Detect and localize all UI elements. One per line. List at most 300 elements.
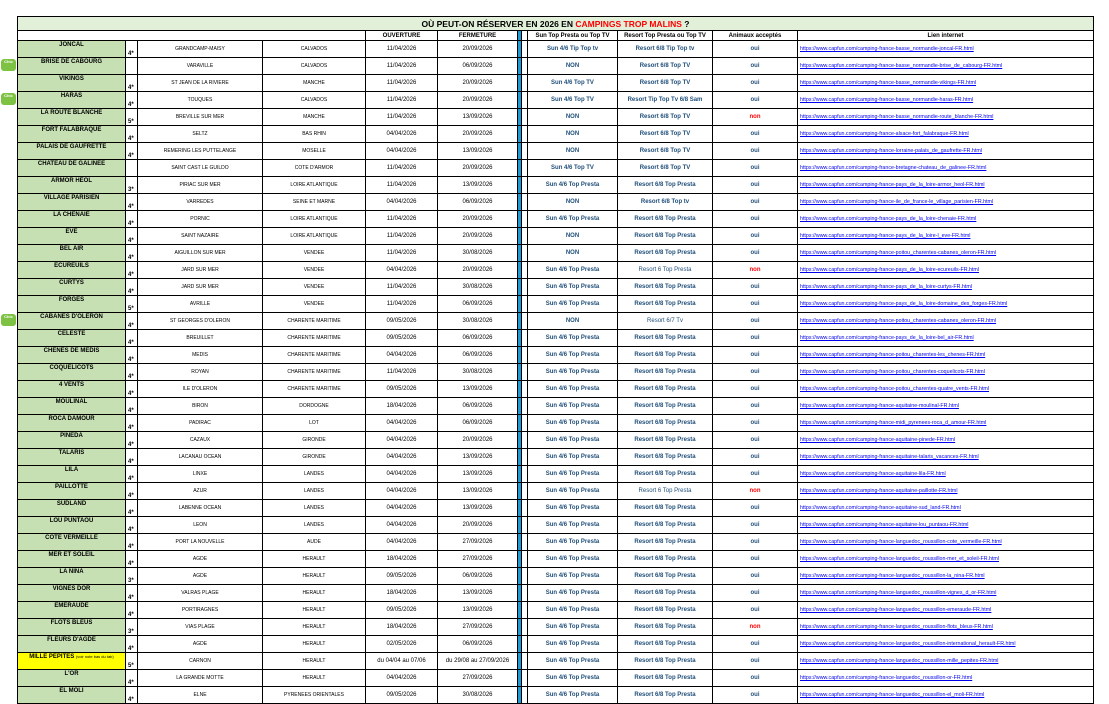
closing-date-cell: 30/08/2026 bbox=[438, 279, 518, 296]
camping-link[interactable]: https://www.capfun.com/camping-france-aquitaine-paillotte-FR.html bbox=[800, 488, 958, 494]
sun-cell: NON bbox=[528, 228, 618, 245]
stars-cell: 4* bbox=[126, 551, 138, 568]
camping-name bbox=[18, 228, 126, 245]
camping-link[interactable]: https://www.capfun.com/camping-france-pays_de_la_loire-l_eve-FR.html bbox=[800, 233, 971, 239]
department-cell: VENDEE bbox=[263, 262, 366, 279]
table-row bbox=[18, 585, 1094, 602]
stars-cell: 4* bbox=[126, 534, 138, 551]
town-cell: SAINT NAZAIRE bbox=[138, 228, 263, 245]
department-cell: LANDES bbox=[263, 483, 366, 500]
camping-link[interactable]: https://www.capfun.com/camping-france-poitou_charentes-cabanes_oleron-FR.html bbox=[800, 250, 997, 256]
opening-date-cell: 11/04/2026 bbox=[366, 245, 438, 262]
department-cell: CALVADOS bbox=[263, 41, 366, 58]
camping-link[interactable]: https://www.capfun.com/camping-france-pays_de_la_loire-chenaie-FR.html bbox=[800, 216, 977, 222]
camping-link[interactable]: https://www.capfun.com/camping-france-languedoc_roussillon-international_herault-FR.html bbox=[800, 641, 1016, 647]
link-cell bbox=[798, 653, 1094, 670]
table-row bbox=[18, 432, 1094, 449]
department-cell: LANDES bbox=[263, 466, 366, 483]
stars-cell: 4* bbox=[126, 364, 138, 381]
camping-link[interactable]: https://www.capfun.com/camping-france-poitou_charentes-quatre_vents-FR.html bbox=[800, 386, 990, 392]
table-row bbox=[18, 534, 1094, 551]
stars-cell: 4* bbox=[126, 41, 138, 58]
resort-cell: Resort 6/8 Top Presta bbox=[618, 211, 713, 228]
camping-name-text: MER ET SOLEIL bbox=[48, 552, 95, 558]
sun-cell: Sun 4/6 Top Presta bbox=[528, 211, 618, 228]
department-cell: VENDEE bbox=[263, 279, 366, 296]
camping-name-text: EVE bbox=[65, 229, 78, 235]
camping-name-text: FORGES bbox=[58, 297, 85, 303]
stars-cell: 4* bbox=[126, 228, 138, 245]
camping-link[interactable]: https://www.capfun.com/camping-france-pays_de_la_loire-domaine_des_forges-FR.html bbox=[800, 301, 1008, 307]
sun-cell: Sun 4/6 Top Presta bbox=[528, 500, 618, 517]
camping-name bbox=[18, 466, 126, 483]
opening-date-cell: 04/04/2026 bbox=[366, 670, 438, 687]
header-sun: Sun Top Presta ou Top TV bbox=[528, 31, 618, 41]
animals-cell: oui bbox=[713, 92, 798, 109]
closing-date-cell: 06/09/2026 bbox=[438, 415, 518, 432]
camping-link[interactable]: https://www.capfun.com/camping-france-alsace-fort_falabraque-FR.html bbox=[800, 131, 969, 137]
camping-name bbox=[18, 670, 126, 687]
link-cell bbox=[798, 364, 1094, 381]
table-row bbox=[18, 177, 1094, 194]
town-cell: ELNE bbox=[138, 687, 263, 704]
closing-date-cell: 20/09/2026 bbox=[438, 432, 518, 449]
town-cell: AIGUILLON SUR MER bbox=[138, 245, 263, 262]
opening-date-cell: 11/04/2026 bbox=[366, 211, 438, 228]
town-cell: JARD SUR MER bbox=[138, 279, 263, 296]
closing-date-cell: 06/09/2026 bbox=[438, 194, 518, 211]
camping-link[interactable]: https://www.capfun.com/camping-france-aquitaine-moulinal-FR.html bbox=[800, 403, 959, 409]
resort-cell: Resort 6/8 Top Presta bbox=[618, 687, 713, 704]
town-cell: PADIRAC bbox=[138, 415, 263, 432]
camping-label-icon: Chic bbox=[1, 314, 16, 326]
link-cell bbox=[798, 670, 1094, 687]
resort-cell: Resort 6/8 Top Presta bbox=[618, 602, 713, 619]
camping-name-text: ROCA DAMOUR bbox=[48, 416, 95, 422]
stars-cell: 4* bbox=[126, 313, 138, 330]
link-cell bbox=[798, 449, 1094, 466]
camping-link[interactable]: https://www.capfun.com/camping-france-languedoc_roussillon-vignes_d_or-FR.html bbox=[800, 590, 997, 596]
camping-link[interactable]: https://www.capfun.com/camping-france-aquitaine-pinede-FR.html bbox=[800, 437, 956, 443]
table-row bbox=[18, 160, 1094, 177]
department-cell: CHARENTE MARITIME bbox=[263, 313, 366, 330]
animals-cell: oui bbox=[713, 534, 798, 551]
camping-name-text: CHENES DE MEDIS bbox=[43, 348, 100, 354]
link-cell bbox=[798, 619, 1094, 636]
table-row bbox=[18, 449, 1094, 466]
closing-date-cell: 27/09/2026 bbox=[438, 619, 518, 636]
opening-date-cell: 04/04/2026 bbox=[366, 415, 438, 432]
camping-name-text: L'OR bbox=[64, 671, 79, 677]
stars-cell: 4* bbox=[126, 92, 138, 109]
department-cell: MANCHE bbox=[263, 109, 366, 126]
link-cell bbox=[798, 534, 1094, 551]
animals-cell: oui bbox=[713, 245, 798, 262]
link-cell bbox=[798, 160, 1094, 177]
department-cell: MANCHE bbox=[263, 75, 366, 92]
camping-link[interactable]: https://www.capfun.com/camping-france-aquitaine-lou_puntaou-FR.html bbox=[800, 522, 969, 528]
town-cell: SELTZ bbox=[138, 126, 263, 143]
table-row bbox=[18, 126, 1094, 143]
closing-date-cell: 06/09/2026 bbox=[438, 58, 518, 75]
camping-name-text: COQUELICOTS bbox=[49, 365, 94, 371]
town-cell: LEON bbox=[138, 517, 263, 534]
title-row bbox=[18, 17, 1094, 31]
stars-cell: 3* bbox=[126, 568, 138, 585]
stars-cell: 4* bbox=[126, 415, 138, 432]
closing-date-cell: 27/09/2026 bbox=[438, 534, 518, 551]
camping-link[interactable]: https://www.capfun.com/camping-france-languedoc_roussillon-flots_bleus-FR.html bbox=[800, 624, 993, 630]
animals-cell: non bbox=[713, 619, 798, 636]
camping-name-text: ARMOR HEOL bbox=[51, 178, 92, 184]
sun-cell: Sun 4/6 Top Presta bbox=[528, 670, 618, 687]
link-cell bbox=[798, 228, 1094, 245]
camping-name bbox=[18, 636, 126, 653]
sun-cell: NON bbox=[528, 194, 618, 211]
opening-date-cell: 18/04/2026 bbox=[366, 619, 438, 636]
table-row bbox=[18, 551, 1094, 568]
animals-cell: oui bbox=[713, 330, 798, 347]
closing-date-cell: 20/09/2026 bbox=[438, 517, 518, 534]
camping-link[interactable]: https://www.capfun.com/camping-france-languedoc_roussillon-emeraude-FR.html bbox=[800, 607, 992, 613]
camping-name-text: CELESTE bbox=[57, 331, 86, 337]
camping-link[interactable]: https://www.capfun.com/camping-france-pays_de_la_loire-bel_air-FR.html bbox=[800, 335, 974, 341]
camping-name bbox=[18, 109, 126, 126]
closing-date-cell: 06/09/2026 bbox=[438, 347, 518, 364]
table-row bbox=[18, 670, 1094, 687]
camping-name bbox=[18, 449, 126, 466]
stars-cell: 4* bbox=[126, 347, 138, 364]
animals-cell: oui bbox=[713, 279, 798, 296]
closing-date-cell: 20/09/2026 bbox=[438, 211, 518, 228]
opening-date-cell: 11/04/2026 bbox=[366, 279, 438, 296]
link-cell bbox=[798, 313, 1094, 330]
camping-name bbox=[18, 126, 126, 143]
camping-link[interactable]: https://www.capfun.com/camping-france-ile_de_france-le_village_parisien-FR.html bbox=[800, 199, 994, 205]
animals-cell: oui bbox=[713, 568, 798, 585]
town-cell: LINXE bbox=[138, 466, 263, 483]
sun-cell: NON bbox=[528, 143, 618, 160]
resort-cell: Resort 6/8 Top Presta bbox=[618, 330, 713, 347]
animals-cell: oui bbox=[713, 194, 798, 211]
camping-link[interactable]: https://www.capfun.com/camping-france-bretagne-chateau_de_galinee-FR.html bbox=[800, 165, 987, 171]
town-cell: PORNIC bbox=[138, 211, 263, 228]
opening-date-cell: 04/04/2026 bbox=[366, 262, 438, 279]
animals-cell: oui bbox=[713, 228, 798, 245]
stars-cell bbox=[126, 160, 138, 177]
opening-date-cell: 04/04/2026 bbox=[366, 126, 438, 143]
camping-link[interactable]: https://www.capfun.com/camping-france-pays_de_la_loire-curtys-FR.html bbox=[800, 284, 972, 290]
camping-name-text: VIKINGS bbox=[59, 76, 84, 82]
camping-name bbox=[18, 296, 126, 313]
camping-link[interactable]: https://www.capfun.com/camping-france-pays_de_la_loire-ecureuils-FR.html bbox=[800, 267, 979, 273]
opening-date-cell: 04/04/2026 bbox=[366, 449, 438, 466]
stars-cell: 4* bbox=[126, 636, 138, 653]
sun-cell: Sun 4/6 Top Presta bbox=[528, 466, 618, 483]
sun-cell: Sun 4/6 Top Presta bbox=[528, 636, 618, 653]
link-cell bbox=[798, 636, 1094, 653]
link-cell bbox=[798, 126, 1094, 143]
sun-cell: Sun 4/6 Top Presta bbox=[528, 432, 618, 449]
town-cell: CAZAUX bbox=[138, 432, 263, 449]
department-cell: PYRENEES ORIENTALES bbox=[263, 687, 366, 704]
resort-cell: Resort 6/8 Top Presta bbox=[618, 670, 713, 687]
camping-link[interactable]: https://www.capfun.com/camping-france-aquitaine-talaris_vacances-FR.html bbox=[800, 454, 979, 460]
camping-link[interactable]: https://www.capfun.com/camping-france-basse_normandie-joncal-FR.html bbox=[800, 46, 974, 52]
camping-link[interactable]: https://www.capfun.com/camping-france-languedoc_roussillon-mer_et_soleil-FR.html bbox=[800, 556, 1000, 562]
opening-date-cell: 04/04/2026 bbox=[366, 466, 438, 483]
camping-name bbox=[18, 177, 126, 194]
title-brand: CAMPINGS TROP MALINS bbox=[575, 18, 682, 29]
town-cell: AGDE bbox=[138, 551, 263, 568]
animals-cell: oui bbox=[713, 398, 798, 415]
camping-name-text: ECUREUILS bbox=[54, 263, 89, 269]
animals-cell: oui bbox=[713, 126, 798, 143]
closing-date-cell: 20/09/2026 bbox=[438, 41, 518, 58]
animals-cell: oui bbox=[713, 381, 798, 398]
town-cell: LABENNE OCEAN bbox=[138, 500, 263, 517]
camping-link[interactable]: https://www.capfun.com/camping-france-languedoc_roussillon-mille_pepites-FR.html bbox=[800, 658, 999, 664]
resort-cell: Resort 6/8 Top TV bbox=[618, 126, 713, 143]
town-cell: AZUR bbox=[138, 483, 263, 500]
town-cell: ST GEORGES D'OLERON bbox=[138, 313, 263, 330]
sun-cell: NON bbox=[528, 313, 618, 330]
camping-link[interactable]: https://www.capfun.com/camping-france-basse_normandie-haras-FR.html bbox=[800, 97, 974, 103]
camping-name bbox=[18, 211, 126, 228]
sun-cell: Sun 4/6 Top Presta bbox=[528, 330, 618, 347]
link-cell bbox=[798, 75, 1094, 92]
sun-cell: NON bbox=[528, 109, 618, 126]
department-cell: LOT bbox=[263, 415, 366, 432]
camping-name bbox=[18, 75, 126, 92]
opening-date-cell: 11/04/2026 bbox=[366, 58, 438, 75]
resort-cell: Resort 6/8 Top Presta bbox=[618, 347, 713, 364]
opening-date-cell: 04/04/2026 bbox=[366, 347, 438, 364]
animals-cell: oui bbox=[713, 160, 798, 177]
sun-cell: Sun 4/6 Top TV bbox=[528, 160, 618, 177]
title-prefix: OÙ PEUT-ON RÉSERVER EN 2026 EN bbox=[421, 18, 573, 29]
closing-date-cell: 13/09/2026 bbox=[438, 602, 518, 619]
closing-date-cell: 13/09/2026 bbox=[438, 585, 518, 602]
camping-name-text: BRISE DE CABOURG bbox=[40, 59, 102, 65]
resort-cell: Resort 6/8 Top TV bbox=[618, 143, 713, 160]
closing-date-cell: 13/09/2026 bbox=[438, 466, 518, 483]
stars-cell: 4* bbox=[126, 143, 138, 160]
opening-date-cell: 09/05/2026 bbox=[366, 568, 438, 585]
sun-cell: Sun 4/6 Top Presta bbox=[528, 262, 618, 279]
animals-cell: oui bbox=[713, 296, 798, 313]
link-cell bbox=[798, 58, 1094, 75]
resort-cell: Resort 6/8 Top Presta bbox=[618, 466, 713, 483]
table-row bbox=[18, 364, 1094, 381]
resort-cell: Resort 6/8 Top Presta bbox=[618, 500, 713, 517]
town-cell: BIRON bbox=[138, 398, 263, 415]
opening-date-cell: 11/04/2026 bbox=[366, 364, 438, 381]
header-ouverture: OUVERTURE bbox=[366, 31, 438, 41]
opening-date-cell: 09/05/2026 bbox=[366, 687, 438, 704]
sun-cell: Sun 4/6 Top Presta bbox=[528, 534, 618, 551]
opening-date-cell: 11/04/2026 bbox=[366, 109, 438, 126]
opening-date-cell: 04/04/2026 bbox=[366, 517, 438, 534]
camping-link[interactable]: https://www.capfun.com/camping-france-aquitaine-sud_land-FR.html bbox=[800, 505, 961, 511]
spreadsheet bbox=[4, 16, 1094, 704]
stars-cell: 5* bbox=[126, 109, 138, 126]
stars-cell: 4* bbox=[126, 670, 138, 687]
opening-date-cell: 18/04/2026 bbox=[366, 585, 438, 602]
department-cell: HERAULT bbox=[263, 551, 366, 568]
department-cell: HERAULT bbox=[263, 670, 366, 687]
closing-date-cell: 06/09/2026 bbox=[438, 636, 518, 653]
animals-cell: oui bbox=[713, 364, 798, 381]
camping-name bbox=[4, 92, 126, 109]
stars-cell: 4* bbox=[126, 432, 138, 449]
link-cell bbox=[798, 330, 1094, 347]
stars-cell: 4* bbox=[126, 500, 138, 517]
camping-link[interactable]: https://www.capfun.com/camping-france-languedoc_roussillon-or-FR.html bbox=[800, 675, 973, 681]
camping-name-text: VIGNES DOR bbox=[52, 586, 91, 592]
camping-name bbox=[18, 483, 126, 500]
sun-cell: Sun 4/6 Top Presta bbox=[528, 568, 618, 585]
camping-name bbox=[18, 347, 126, 364]
camping-name bbox=[18, 143, 126, 160]
animals-cell: oui bbox=[713, 653, 798, 670]
camping-link[interactable]: https://www.capfun.com/camping-france-poitou_charentes-les_chenes-FR.html bbox=[800, 352, 986, 358]
table-row bbox=[18, 517, 1094, 534]
camping-name bbox=[18, 41, 126, 58]
closing-date-cell: 20/09/2026 bbox=[438, 92, 518, 109]
header-row bbox=[18, 31, 1094, 41]
town-cell: PIRIAC SUR MER bbox=[138, 177, 263, 194]
animals-cell: oui bbox=[713, 313, 798, 330]
camping-link[interactable]: https://www.capfun.com/camping-france-basse_normandie-vikings-FR.html bbox=[800, 80, 977, 86]
table-row bbox=[18, 381, 1094, 398]
sun-cell: Sun 4/6 Top Presta bbox=[528, 364, 618, 381]
camping-link[interactable]: https://www.capfun.com/camping-france-basse_normandie-brise_de_cabourg-FR.html bbox=[800, 63, 1003, 69]
opening-date-cell: 09/05/2026 bbox=[366, 330, 438, 347]
closing-date-cell: 13/09/2026 bbox=[438, 449, 518, 466]
link-cell bbox=[798, 245, 1094, 262]
sun-cell: Sun 4/6 Tip Top tv bbox=[528, 41, 618, 58]
link-cell bbox=[798, 41, 1094, 58]
camping-link[interactable]: https://www.capfun.com/camping-france-languedoc_roussillon-el_moli-FR.html bbox=[800, 692, 985, 698]
stars-cell: 5* bbox=[126, 653, 138, 670]
camping-name-text: LA NINA bbox=[59, 569, 84, 575]
camping-link[interactable]: https://www.capfun.com/camping-france-poitou_charentes-cabanes_oleron-FR.html bbox=[800, 318, 997, 324]
campings-table bbox=[4, 16, 1094, 704]
department-cell: BAS RHIN bbox=[263, 126, 366, 143]
sun-cell: Sun 4/6 Top TV bbox=[528, 75, 618, 92]
opening-date-cell: 02/05/2026 bbox=[366, 636, 438, 653]
resort-cell: Resort 6/8 Top Presta bbox=[618, 364, 713, 381]
camping-link[interactable]: https://www.capfun.com/camping-france-lorraine-palais_de_gaufrette-FR.html bbox=[800, 148, 982, 154]
resort-cell: Resort 6 Top Presta bbox=[618, 262, 713, 279]
department-cell: HERAULT bbox=[263, 602, 366, 619]
camping-name-text: FLEURS D'AGDE bbox=[47, 637, 96, 643]
department-cell: HERAULT bbox=[263, 585, 366, 602]
department-cell: CALVADOS bbox=[263, 92, 366, 109]
camping-name bbox=[18, 500, 126, 517]
table-row bbox=[18, 330, 1094, 347]
table-row bbox=[18, 500, 1094, 517]
resort-cell: Resort 6/8 Top TV bbox=[618, 58, 713, 75]
camping-name-text: LA ROUTE BLANCHE bbox=[40, 110, 103, 116]
town-cell: VARREDES bbox=[138, 194, 263, 211]
camping-name-text: EMERAUDE bbox=[54, 603, 89, 609]
closing-date-cell: 06/09/2026 bbox=[438, 398, 518, 415]
camping-name bbox=[18, 653, 126, 670]
resort-cell: Resort 6/8 Top Presta bbox=[618, 449, 713, 466]
header-fermeture: FERMETURE bbox=[438, 31, 518, 41]
closing-date-cell: 13/09/2026 bbox=[438, 143, 518, 160]
closing-date-cell: 13/09/2026 bbox=[438, 381, 518, 398]
resort-cell: Resort Tip Top Tv 6/8 Sam bbox=[618, 92, 713, 109]
closing-date-cell: 13/09/2026 bbox=[438, 109, 518, 126]
camping-link[interactable]: https://www.capfun.com/camping-france-poitou_charentes-coquelicots-FR.html bbox=[800, 369, 985, 375]
camping-link[interactable]: https://www.capfun.com/camping-france-languedoc_roussillon-la_nina-FR.html bbox=[800, 573, 985, 579]
animals-cell: oui bbox=[713, 41, 798, 58]
stars-cell: 4* bbox=[126, 194, 138, 211]
animals-cell: oui bbox=[713, 177, 798, 194]
town-cell: BREVILLE SUR MER bbox=[138, 109, 263, 126]
camping-link[interactable]: https://www.capfun.com/camping-france-languedoc_roussillon-cote_vermeille-FR.html bbox=[800, 539, 1002, 545]
sun-cell: Sun 4/6 Top Presta bbox=[528, 585, 618, 602]
animals-cell: oui bbox=[713, 602, 798, 619]
camping-link[interactable]: https://www.capfun.com/camping-france-basse_normandie-route_blanche-FR.html bbox=[800, 114, 994, 120]
camping-label-icon: Chic bbox=[1, 93, 16, 105]
opening-date-cell: 04/04/2026 bbox=[366, 534, 438, 551]
link-cell bbox=[798, 381, 1094, 398]
link-cell bbox=[798, 585, 1094, 602]
town-cell: AVRILLE bbox=[138, 296, 263, 313]
table-row bbox=[18, 568, 1094, 585]
camping-link[interactable]: https://www.capfun.com/camping-france-midi_pyrenees-roca_d_amour-FR.html bbox=[800, 420, 987, 426]
animals-cell: oui bbox=[713, 432, 798, 449]
animals-cell: oui bbox=[713, 75, 798, 92]
department-cell: GIRONDE bbox=[263, 432, 366, 449]
camping-name-text: BEL AIR bbox=[59, 246, 84, 252]
sun-cell: Sun 4/6 Top Presta bbox=[528, 381, 618, 398]
opening-date-cell: 09/05/2026 bbox=[366, 381, 438, 398]
camping-name-text: JONCAL bbox=[59, 42, 84, 48]
table-row bbox=[18, 483, 1094, 500]
link-cell bbox=[798, 500, 1094, 517]
camping-link[interactable]: https://www.capfun.com/camping-france-aquitaine-lila-FR.html bbox=[800, 471, 946, 477]
closing-date-cell: 06/09/2026 bbox=[438, 568, 518, 585]
camping-name bbox=[18, 687, 126, 704]
opening-date-cell: 18/04/2026 bbox=[366, 551, 438, 568]
department-cell: AUDE bbox=[263, 534, 366, 551]
link-cell bbox=[798, 415, 1094, 432]
table-row bbox=[18, 245, 1094, 262]
resort-cell: Resort 6/8 Top Presta bbox=[618, 398, 713, 415]
town-cell: AGDE bbox=[138, 636, 263, 653]
stars-cell: 4* bbox=[126, 449, 138, 466]
camping-name-text: 4 VENTS bbox=[58, 382, 84, 388]
town-cell: CARNON bbox=[138, 653, 263, 670]
camping-name-text: FLOTS BLEUS bbox=[50, 620, 93, 626]
animals-cell: oui bbox=[713, 636, 798, 653]
department-cell: MOSELLE bbox=[263, 143, 366, 160]
department-cell: LANDES bbox=[263, 500, 366, 517]
resort-cell: Resort 6/8 Top TV bbox=[618, 160, 713, 177]
sun-cell: Sun 4/6 Top Presta bbox=[528, 347, 618, 364]
sun-cell: Sun 4/6 Top Presta bbox=[528, 279, 618, 296]
camping-link[interactable]: https://www.capfun.com/camping-france-pays_de_la_loire-armor_heol-FR.html bbox=[800, 182, 985, 188]
header-resort: Resort Top Presta ou Top TV bbox=[618, 31, 713, 41]
department-cell: SEINE ET MARNE bbox=[263, 194, 366, 211]
sun-cell: Sun 4/6 Top Presta bbox=[528, 296, 618, 313]
sun-cell: Sun 4/6 Top Presta bbox=[528, 449, 618, 466]
